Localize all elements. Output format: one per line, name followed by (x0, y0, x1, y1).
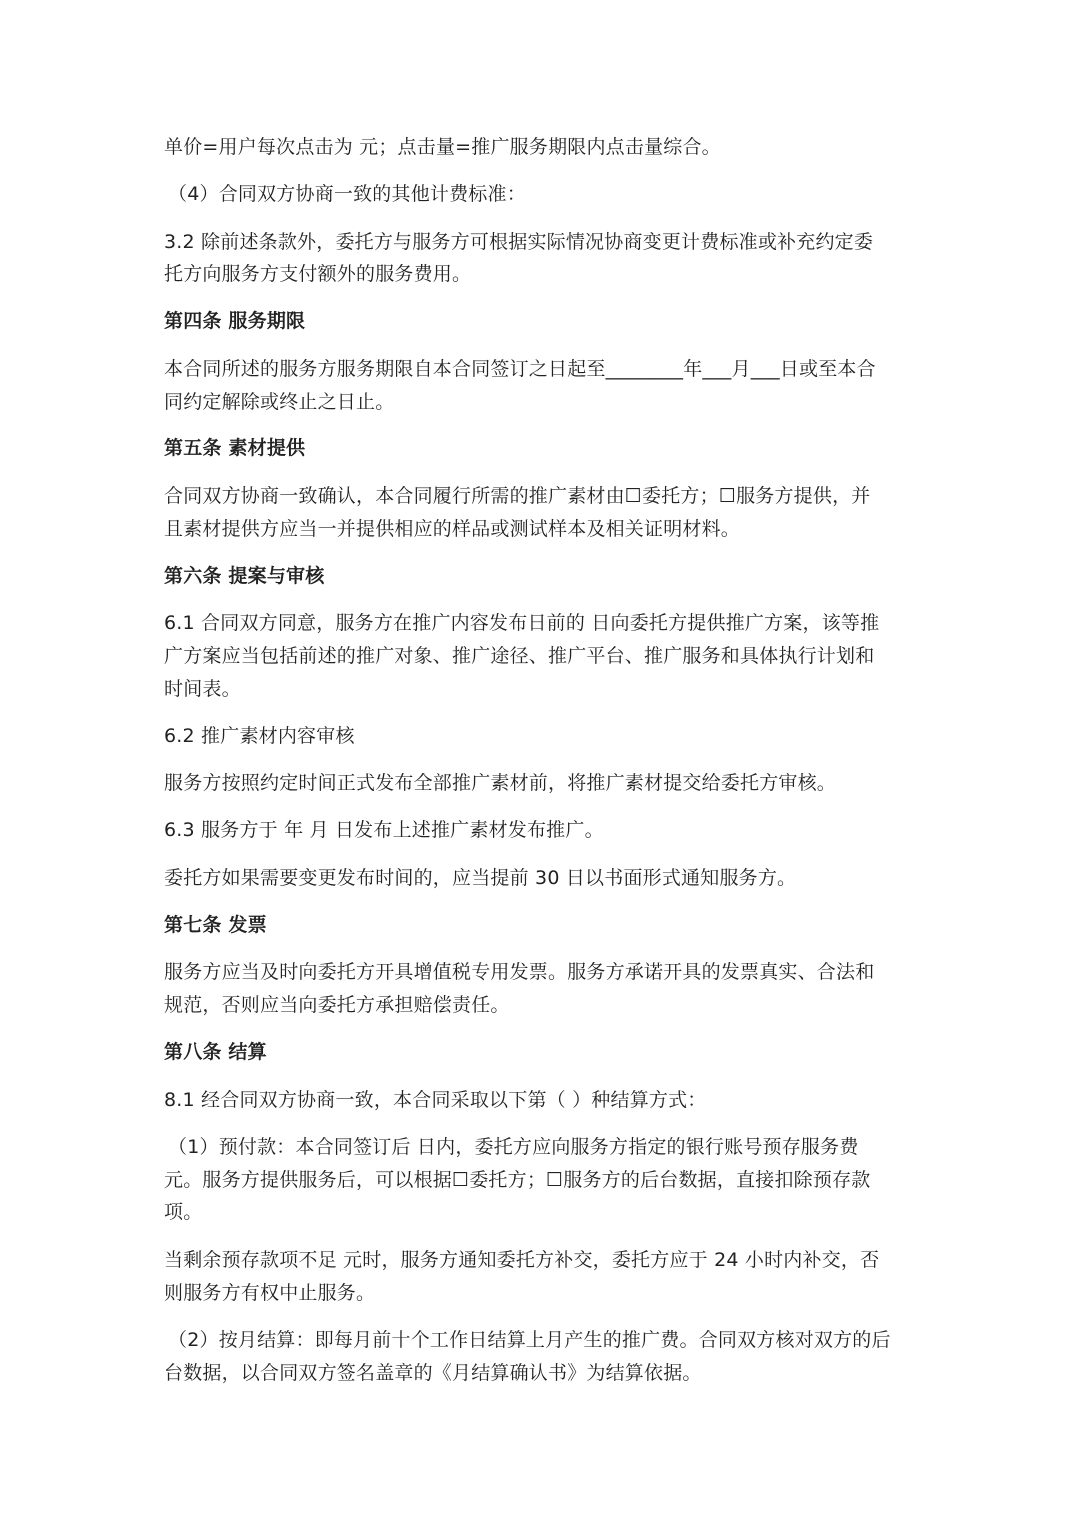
clause-3-2-line-2: 托方向服务方支付额外的服务费用。 (164, 263, 472, 285)
clause-8-1-item-1-line-3: 项。 (164, 1201, 203, 1223)
clause-8-1-item-1-line-2: 元。服务方提供服务后，可以根据☐委托方；☐服务方的后台数据，直接扣除预存款 (164, 1169, 871, 1191)
article-5-line-2: 且素材提供方应当一并提供相应的样品或测试样本及相关证明材料。 (164, 518, 741, 540)
clause-6-3-line-2: 委托方如果需要变更发布时间的，应当提前 30 日以书面形式通知服务方。 (164, 867, 797, 889)
article-5-heading: 第五条 素材提供 (164, 437, 306, 459)
clause-8-1-item-2-line-1: （2）按月结算：即每月前十个工作日结算上月产生的推广费。合同双方核对双方的后 (168, 1329, 891, 1351)
clause-6-2-title: 6.2 推广素材内容审核 (164, 725, 355, 747)
clause-8-1-item-1-line-1: （1）预付款：本合同签订后 日内，委托方应向服务方指定的银行账号预存服务费 (168, 1136, 859, 1158)
clause-6-3-line-1: 6.3 服务方于 年 月 日发布上述推广素材发布推广。 (164, 819, 604, 841)
clause-3-2-line-1: 3.2 除前述条款外，委托方与服务方可根据实际情况协商变更计费标准或补充约定委 (164, 231, 874, 253)
clause-6-1-line-2: 广方案应当包括前述的推广对象、推广途径、推广平台、推广服务和具体执行计划和 (164, 645, 875, 667)
clause-8-1-balance-line-2: 则服务方有权中止服务。 (164, 1282, 376, 1304)
clause-8-1-balance-line-1: 当剩余预存款项不足 元时，服务方通知委托方补交，委托方应于 24 小时内补交，否 (164, 1249, 880, 1271)
article-7-line-2: 规范，否则应当向委托方承担赔偿责任。 (164, 994, 510, 1016)
article-7-heading: 第七条 发票 (164, 914, 267, 936)
article-8-heading: 第八条 结算 (164, 1041, 267, 1063)
clause-8-1-line: 8.1 经合同双方协商一致，本合同采取以下第（ ）种结算方式： (164, 1089, 707, 1111)
clause-3-1-item-4: （4）合同双方协商一致的其他计费标准： (168, 183, 526, 205)
clause-3-1-unit-price-line: 单价=用户每次点击为 元；点击量=推广服务期限内点击量综合。 (164, 136, 721, 158)
clause-6-2-body: 服务方按照约定时间正式发布全部推广素材前，将推广素材提交给委托方审核。 (164, 772, 837, 794)
article-6-heading: 第六条 提案与审核 (164, 565, 325, 587)
article-4-line-2: 同约定解除或终止之日止。 (164, 391, 395, 413)
clause-8-1-item-2-line-2: 台数据，以合同双方签名盖章的《月结算确认书》为结算依据。 (164, 1362, 702, 1384)
article-7-line-1: 服务方应当及时向委托方开具增值税专用发票。服务方承诺开具的发票真实、合法和 (164, 961, 875, 983)
article-4-line-1: 本合同所述的服务方服务期限自本合同签订之日起至________年___月___日或至本合 (164, 358, 876, 380)
clause-6-1-line-1: 6.1 合同双方同意，服务方在推广内容发布日前的 日向委托方提供推广方案，该等推 (164, 612, 880, 634)
article-4-heading: 第四条 服务期限 (164, 310, 306, 332)
article-5-line-1: 合同双方协商一致确认，本合同履行所需的推广素材由☐委托方；☐服务方提供，并 (164, 485, 871, 507)
clause-6-1-line-3: 时间表。 (164, 678, 241, 700)
